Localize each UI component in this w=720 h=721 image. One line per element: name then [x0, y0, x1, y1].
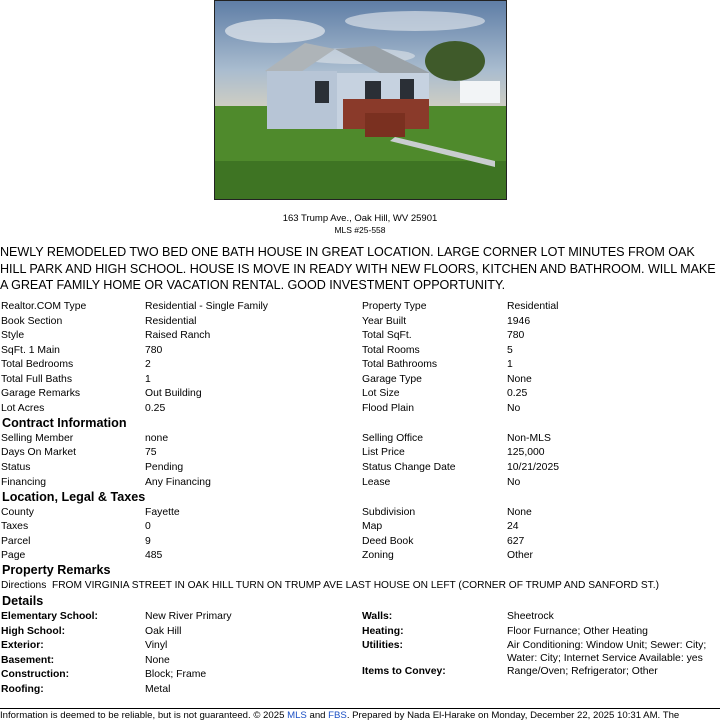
general-row: Realtor.COM Type Residential - Single Family Property Type Residential [1, 301, 559, 312]
disclaimer-footer [0, 708, 720, 721]
contract-row: Financing Any Financing Lease No [1, 477, 521, 488]
details-row: High School: Oak Hill Heating: Floor Furnance; Other Heating [1, 626, 648, 637]
section-title-contract: Contract Information [2, 416, 127, 430]
location-row: Taxes 0 Map 24 [1, 521, 519, 532]
property-address: 163 Trump Ave., Oak Hill, WV 25901 [282, 213, 438, 224]
general-row: Garage Remarks Out Building Lot Size 0.25 [1, 388, 528, 399]
general-row: Lot Acres 0.25 Flood Plain No [1, 403, 521, 414]
details-row: Items to Convey: Range/Oven; Refrigerator; Other [362, 666, 658, 677]
details-row: Basement: None [1, 655, 170, 666]
details-row: Roofing: Metal [1, 684, 171, 695]
directions [1, 580, 659, 591]
general-row: Style Raised Ranch Total SqFt. 780 [1, 330, 525, 341]
public-remarks: NEWLY REMODELED TWO BED ONE BATH HOUSE IN GREAT LOCATION. LARGE CORNER LOT MINUTES FROM OAK HILL PARK AND HIGH SCHOOL. HOUSE IS MOVE IN READY WITH NEW FLOORS, KITCHEN AND BATHROOM. WILL MAKE A GREAT FAMILY HOME OR VACATION RENTAL. GOOD INVESTMENT OPPORTUNITY. [0, 245, 716, 292]
contract-row: Selling Member none Selling Office Non-MLS [1, 433, 551, 444]
general-row: Book Section Residential Year Built 1946 [1, 316, 531, 327]
footer-text: and [306, 710, 329, 721]
details-row: Exterior: Vinyl Utilities: [1, 640, 403, 651]
location-row: Parcel 9 Deed Book 627 [1, 536, 525, 547]
house-photo-icon [215, 1, 506, 199]
section-title-location: Location, Legal & Taxes [2, 490, 146, 504]
footer-text: . Prepared by Nada El-Harake on Monday, December 22, 2025 10:31 AM. The [346, 710, 680, 721]
fbs-link[interactable]: FBS [328, 710, 347, 721]
location-row: County Fayette Subdivision None [1, 507, 532, 518]
utilities-value: Air Conditioning: Window Unit; Sewer: City; Water: City; Internet Service Available: yes [507, 640, 707, 664]
directions-label: Directions [1, 580, 47, 591]
mls-number: MLS #25-558 [334, 225, 386, 235]
general-row: Total Full Baths 1 Garage Type None [1, 374, 532, 385]
location-row: Page 485 Zoning Other [1, 550, 533, 561]
details-row: Construction: Block; Frame [1, 669, 207, 680]
contract-row: Status Pending Status Change Date 10/21/2025 [1, 462, 560, 473]
section-title-details: Details [2, 594, 44, 608]
footer-text: Information is deemed to be reliable, but is not guaranteed. © 2025 [0, 710, 288, 721]
house-photo [214, 0, 507, 200]
general-row: SqFt. 1 Main 780 Total Rooms 5 [1, 345, 513, 356]
section-title-property-remarks: Property Remarks [2, 563, 111, 577]
general-row: Total Bedrooms 2 Total Bathrooms 1 [1, 359, 513, 370]
mls-link[interactable]: MLS [287, 710, 307, 721]
directions-text: FROM VIRGINIA STREET IN OAK HILL TURN ON TRUMP AVE LAST HOUSE ON LEFT (CORNER OF TRUMP AND SANFORD ST.) [51, 580, 659, 591]
contract-row: Days On Market 75 List Price 125,000 [1, 447, 545, 458]
details-row: Elementary School: New River Primary Walls: Sheetrock [1, 611, 554, 622]
